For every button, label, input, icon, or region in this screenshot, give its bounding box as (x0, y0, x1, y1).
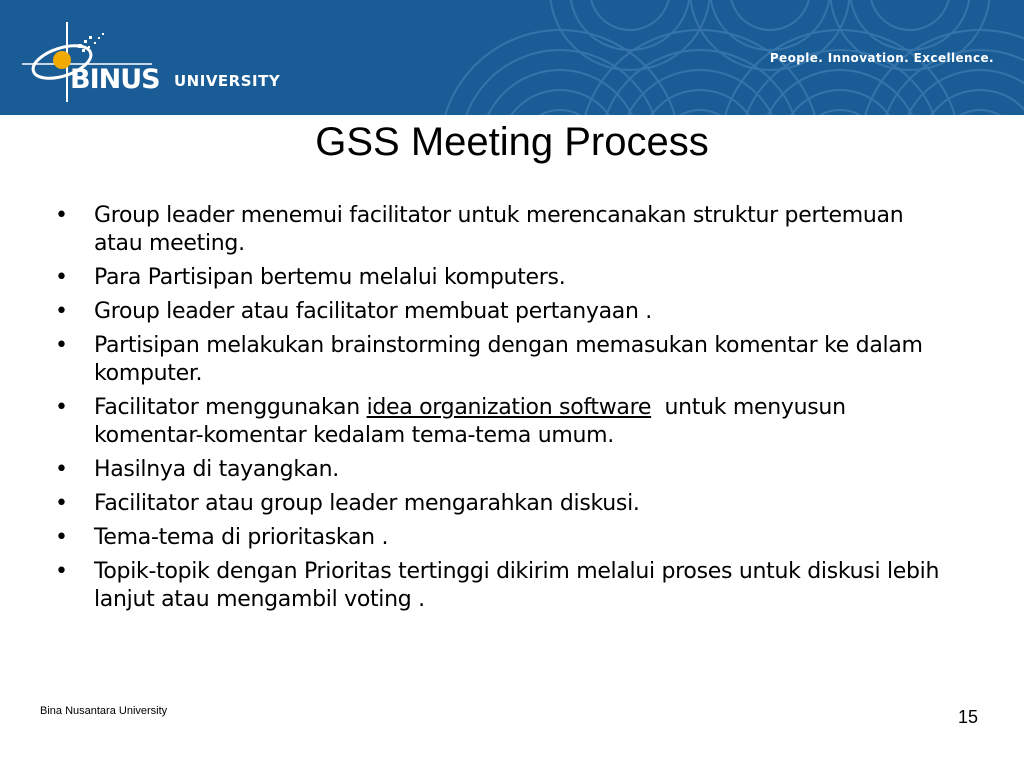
bullet-marker: • (55, 203, 68, 228)
bullet-text: Para Partisipan bertemu melalui komputers. (94, 265, 566, 290)
bullet-marker: • (55, 525, 68, 550)
bullet-text: Topik-topik dengan Prioritas tertinggi dikirim melalui proses untuk diskusi lebih lanjut atau mengambil voting . (94, 559, 940, 612)
bullet-item (55, 202, 955, 258)
bullet-marker: • (55, 299, 68, 324)
idea-organization-software-link[interactable]: idea organization software (366, 395, 652, 420)
bullet-marker: • (55, 395, 68, 420)
bullet-item (55, 490, 955, 518)
binus-logo (22, 22, 302, 102)
bullet-marker: • (55, 491, 68, 516)
bullet-item (55, 298, 955, 326)
bullet-item (55, 394, 955, 450)
logo-wordmark: BINUS (70, 64, 160, 95)
bullet-text: Group leader menemui facilitator untuk merencanakan struktur pertemuan atau meeting. (94, 203, 904, 256)
header-banner (0, 0, 1024, 115)
header-tagline: People. Innovation. Excellence. (769, 51, 994, 65)
bullet-item (55, 332, 955, 388)
bullet-text: Partisipan melakukan brainstorming dengan memasukan komentar ke dalam komputer. (94, 333, 923, 386)
page-number: 15 (957, 707, 978, 727)
bullet-marker: • (55, 333, 68, 358)
bullet-marker: • (55, 265, 68, 290)
bullet-item (55, 558, 955, 614)
logo-subtext: UNIVERSITY (174, 72, 281, 90)
bullet-text-after-link: untuk menyusun komentar-komentar kedalam tema-tema umum. (94, 395, 853, 448)
bullet-text: Facilitator atau group leader mengarahkan diskusi. (94, 491, 640, 516)
bullet-marker: • (55, 457, 68, 482)
bullet-text-before-link: Facilitator menggunakan (94, 395, 367, 420)
bullet-item (55, 524, 955, 552)
slide-title: GSS Meeting Process (315, 120, 709, 164)
footer-organization: Bina Nusantara University (40, 705, 168, 717)
bullet-text: Hasilnya di tayangkan. (94, 457, 339, 482)
bullet-item (55, 264, 955, 292)
bullet-list (55, 202, 955, 620)
bullet-text: Tema-tema di prioritaskan . (94, 525, 389, 550)
bullet-marker: • (55, 559, 68, 584)
bullet-item (55, 456, 955, 484)
bullet-text: Group leader atau facilitator membuat pertanyaan . (94, 299, 652, 324)
